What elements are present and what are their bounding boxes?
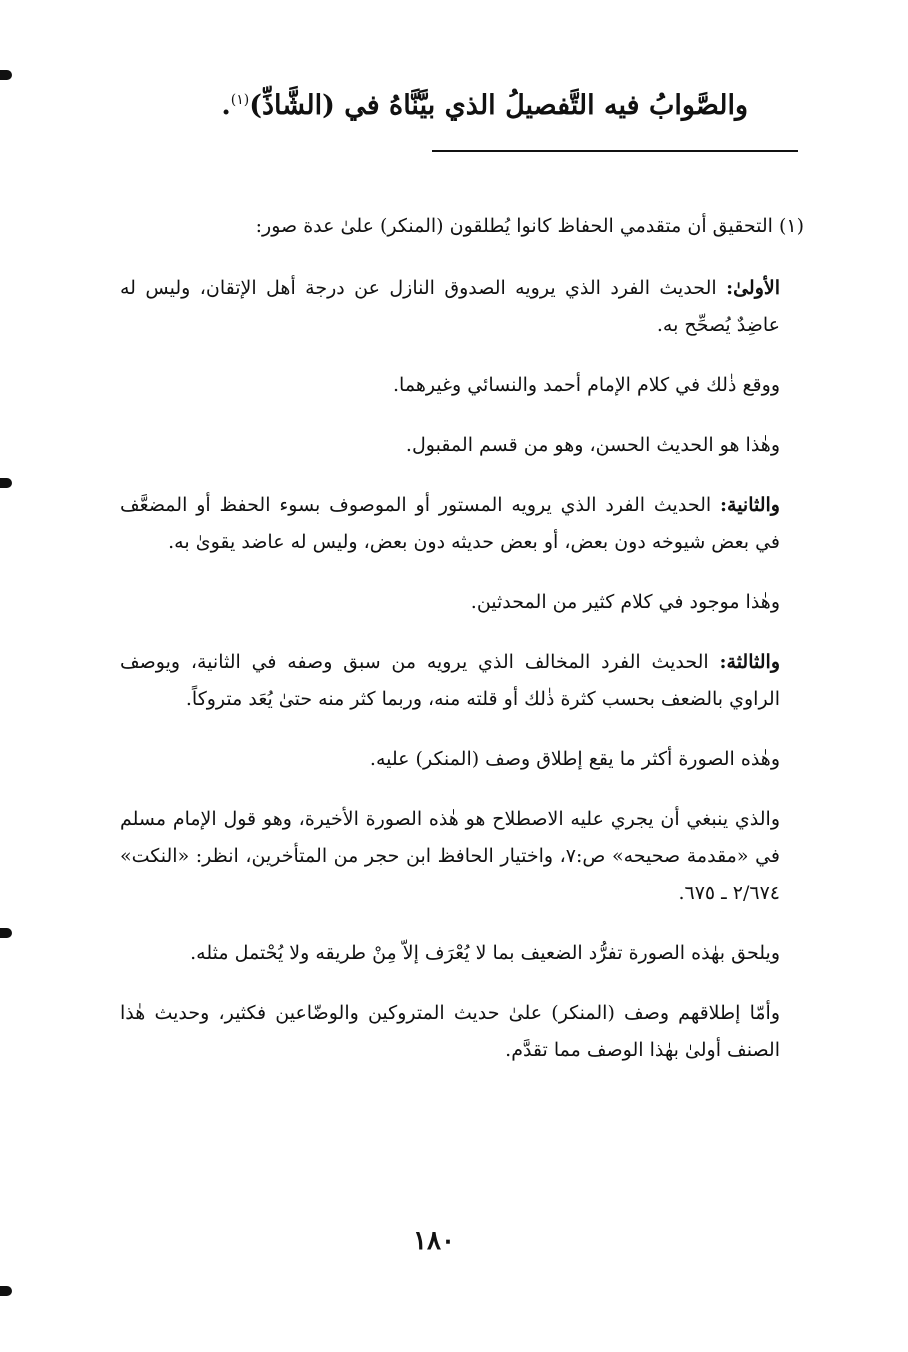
footnote-paragraph: وهٰذا موجود في كلام كثير من المحدثين. (470, 591, 780, 613)
main-text: والصَّوابُ فيه التَّفصيلُ الذي بيَّنَّاهُ في (الشَّاذِّ) (249, 90, 748, 121)
footnote-paragraph-second (120, 487, 780, 561)
main-text-end: . (221, 90, 231, 121)
paragraph-label: والثالثة: (719, 651, 780, 673)
main-text-line (108, 76, 748, 130)
binding-mark (0, 1286, 12, 1296)
footnote-intro: (١) التحقيق أن متقدمي الحفاظ كانوا يُطلقون (المنكر) علىٰ عدة صور: (255, 215, 804, 237)
footnote-paragraph: ووقع ذٰلك في كلام الإمام أحمد والنسائي وغيرهما. (393, 374, 780, 396)
footnote-paragraph-first (120, 270, 780, 344)
binding-mark (0, 70, 12, 80)
footnote-separator (432, 150, 798, 152)
footnote-reference: (١) (230, 92, 250, 108)
footnote-block (120, 208, 804, 1092)
page-number: ١٨٠ (413, 1226, 455, 1256)
paragraph-label: الأولىٰ: (726, 277, 780, 299)
footnote-paragraph: وهٰذا هو الحديث الحسن، وهو من قسم المقبول. (405, 434, 780, 456)
footnote-paragraph: وأمّا إطلاقهم وصف (المنكر) علىٰ حديث المتروكين والوضّاعين فكثير، وحديث هٰذا الصنف أولىٰ بهٰذا الوصف مما تقدَّم. (120, 1002, 780, 1061)
footnote-paragraph: ويلحق بهٰذه الصورة تفرُّد الضعيف بما لا يُعْرَف إلاّ مِنْ طريقه ولا يُحْتمل مثله. (190, 942, 780, 964)
footnote-paragraph-third (120, 644, 780, 718)
footnote-paragraph: وهٰذه الصورة أكثر ما يقع إطلاق وصف (المنكر) عليه. (369, 748, 780, 770)
paragraph-label: والثانية: (720, 494, 780, 516)
binding-mark (0, 928, 12, 938)
paragraph-text: الحديث الفرد الذي يرويه الصدوق النازل عن درجة أهل الإتقان، وليس له عاضِدٌ يُصحِّح به. (120, 277, 780, 336)
paragraph-text: الحديث الفرد الذي يرويه المستور أو الموصوف بسوء الحفظ أو المضعَّف في بعض شيوخه دون بعض، أو بعض حديثه دون بعض، وليس له عاضد يقوىٰ به. (120, 494, 780, 553)
binding-mark (0, 478, 12, 488)
footnote-paragraph: والذي ينبغي أن يجري عليه الاصطلاح هو هٰذه الصورة الأخيرة، وهو قول الإمام مسلم في «مقدمة صحيحه» ص:٧، واختيار الحافظ ابن حجر من المتأخرين، انظر: «النكت» ٢/٦٧٤ ـ ٦٧٥. (120, 808, 780, 904)
paragraph-text: الحديث الفرد المخالف الذي يرويه من سبق وصفه في الثانية، ويوصف الراوي بالضعف بحسب كثرة ذٰلك أو قلته منه، وربما كثر منه حتىٰ يُعَد متروكاً. (120, 651, 780, 710)
